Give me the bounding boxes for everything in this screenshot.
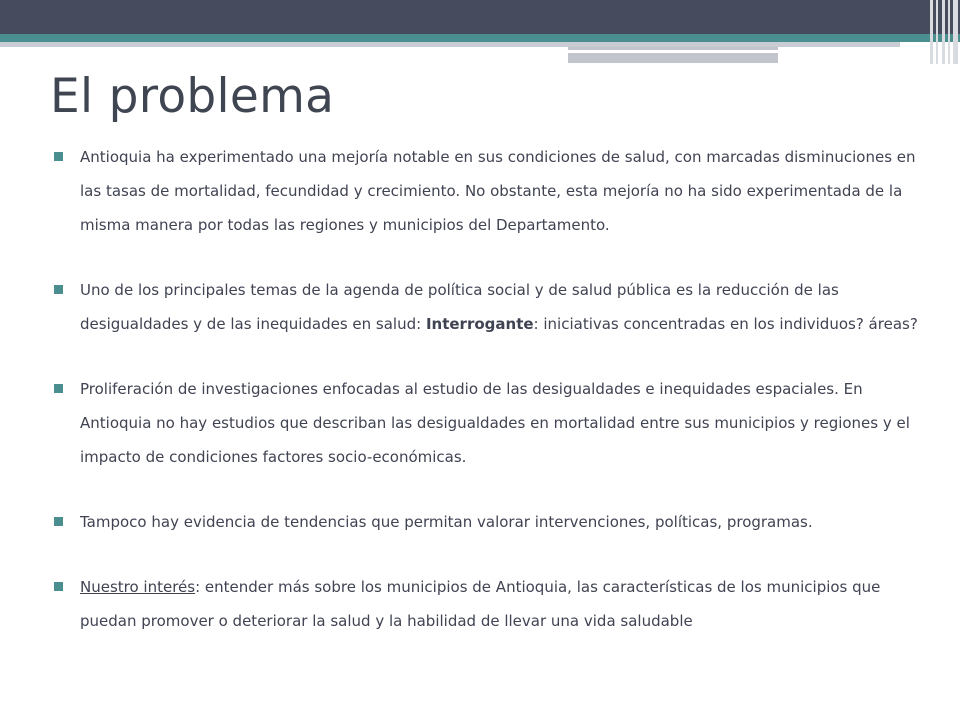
bullet-bold-text: Interrogante bbox=[425, 315, 534, 333]
bullet-item bbox=[52, 273, 932, 341]
bullet-item bbox=[52, 570, 932, 638]
rail-line bbox=[948, 0, 950, 64]
square-bullet-icon bbox=[54, 582, 63, 591]
rail-line bbox=[930, 0, 933, 64]
decor-rails bbox=[928, 0, 960, 64]
square-bullet-icon bbox=[54, 384, 63, 393]
bullet-text: : entender más sobre los municipios de Antioquia, las características de los municipios que puedan promover o deteriorar la salud y la habilidad de llevar una vida saludable bbox=[80, 578, 881, 630]
accent-band bbox=[0, 34, 960, 42]
rail-line bbox=[953, 0, 958, 64]
bullet-text: Antioquia ha experimentado una mejoría notable en sus condiciones de salud, con marcadas disminuciones en las tasas de mortalidad, fecundidad y crecimiento. No obstante, esta mejoría no ha sido experimentada de la misma manera por todas las regiones y municipios del Departamento. bbox=[80, 148, 916, 234]
header-band bbox=[0, 0, 960, 34]
bullet-text: Uno de los principales temas de la agenda de política social y de salud pública es la reducción de las desigualdades y de las inequidades en salud: bbox=[80, 281, 839, 333]
square-bullet-icon bbox=[54, 152, 63, 161]
rail-line bbox=[936, 0, 938, 64]
bullet-item bbox=[52, 140, 932, 242]
bullet-underlined-text: Nuestro interés bbox=[80, 578, 196, 596]
rail-line bbox=[942, 0, 945, 64]
bullet-item bbox=[52, 505, 932, 539]
square-bullet-icon bbox=[54, 285, 63, 294]
slide-title: El problema bbox=[50, 69, 335, 124]
square-bullet-icon bbox=[54, 517, 63, 526]
bullet-text: Tampoco hay evidencia de tendencias que permitan valorar intervenciones, políticas, programas. bbox=[80, 513, 813, 531]
bullet-text: : iniciativas concentradas en los individuos? áreas? bbox=[533, 315, 918, 333]
bullet-list bbox=[52, 140, 932, 638]
bullet-text: Proliferación de investigaciones enfocadas al estudio de las desigualdades e inequidades espaciales. En Antioquia no hay estudios que describan las desigualdades en mortalidad entre sus municipios y regiones y el impacto de condiciones factores socio-económicas. bbox=[80, 380, 910, 466]
bullet-item bbox=[52, 372, 932, 474]
decor-stripe-white bbox=[568, 50, 888, 53]
